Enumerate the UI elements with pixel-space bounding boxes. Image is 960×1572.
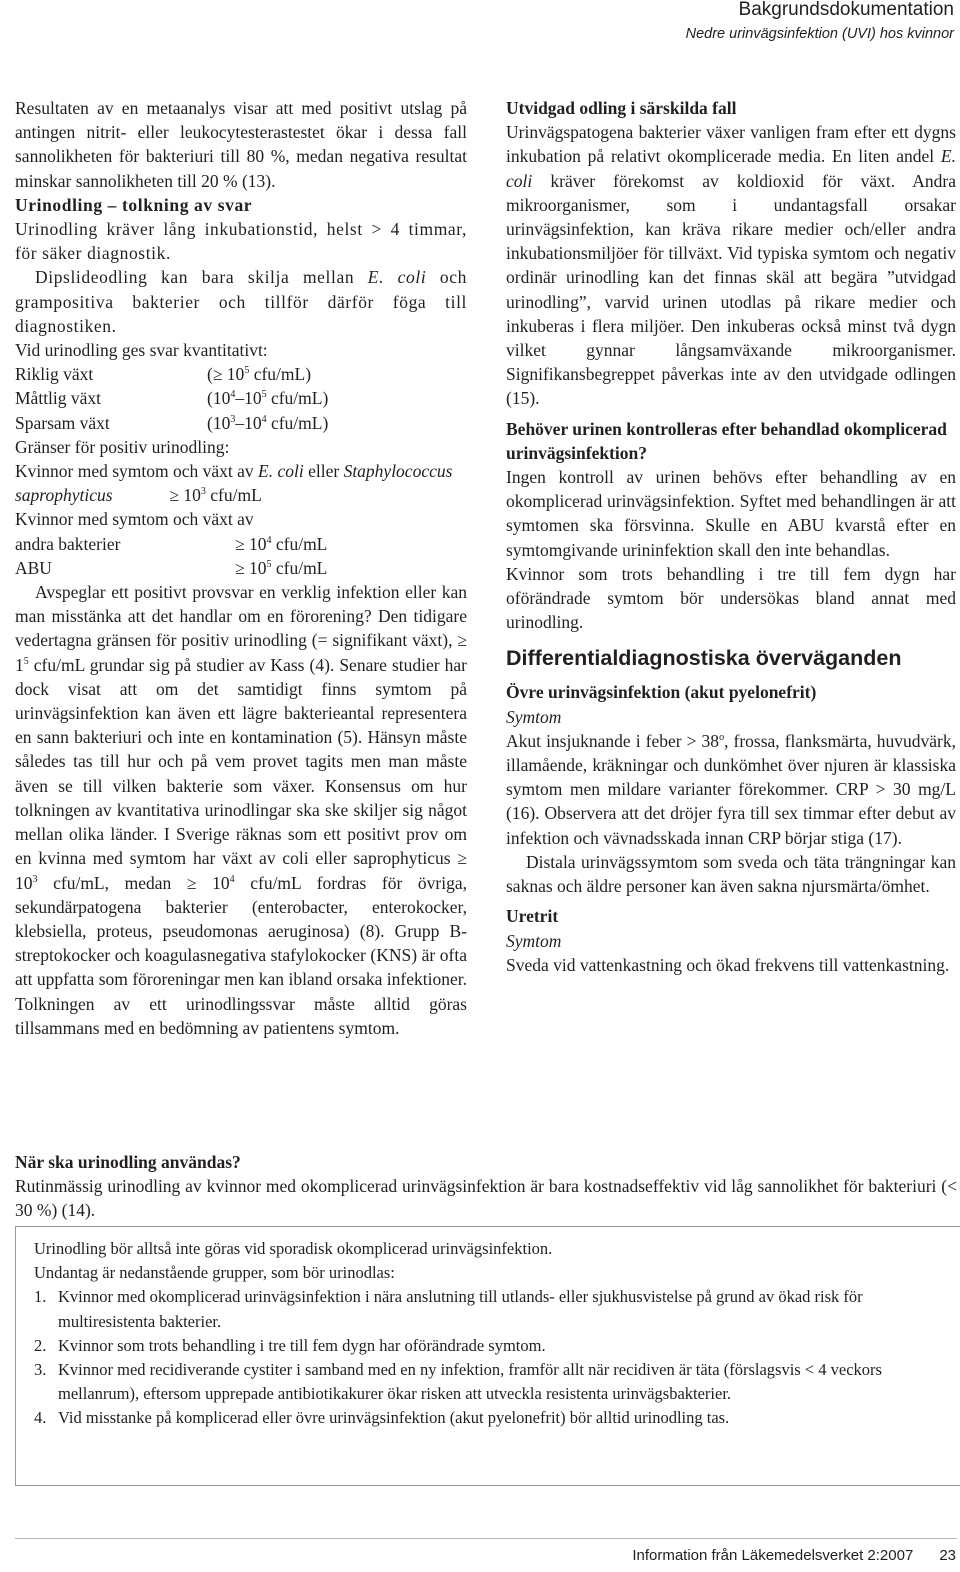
limit-1: Kvinnor med symtom och växt av E. coli eller Staphylococcus saprophyticus ≥ $10^3$ cfu/mL [15,461,453,506]
pyelonephritis-heading: Övre urinvägsinfektion (akut pyelonefrit) [506,682,817,703]
urethritis-paragraph: Sveda vid vattenkastning och ökad frekvens till vattenkastning. [506,954,950,975]
urethritis-heading: Uretrit [506,906,559,927]
list-item: 3. Kvinnor med recidiverande cystiter i samband med en ny infektion, framför allt när recidiven är täta (förslagsvis < 4 veckors mellanrum), eftersom upprepade antibiotikakurer ökar risken att utveckla resistenta urinvägsbakterier. [34,1360,882,1404]
differential-diagnosis-title: Differentialdiagnostiska överväganden [506,646,902,671]
intro-paragraph: Resultaten av en metaanalys visar att med positivt utslag på antingen nitrit- eller leukocytesterastestet ökar i dessa fall sannolikheten för bakteriuri till 80 %, medan negativa resultat minskar sannolikheten till 20 % (13). [15,98,467,191]
culture-interpretation-heading: Urinodling – tolkning av svar [15,194,253,215]
list-item: 4. Vid misstanke på komplicerad eller övre urinvägsinfektion (akut pyelonefrit) bör alltid urinodling tas. [34,1408,730,1428]
symptom-subheading-1: Symtom [506,706,562,727]
limit-row: andra bakterier ≥ $10^4$ cfu/mL [15,533,328,554]
box-line-1: Urinodling bör alltså inte göras vid sporadisk okomplicerad urinvägsinfektion. [34,1239,553,1258]
limit-row: ABU ≥ $10^5$ cfu/mL [15,557,328,578]
footer-divider [15,1538,957,1539]
extended-culture-heading: Utvidgad odling i särskilda fall [506,98,737,118]
symptom-subheading-2: Symtom [506,930,562,951]
culture-paragraph-1: Urinodling kräver lång inkubationstid, helst > 4 timmar, för säker diagnostik. [15,219,467,264]
growth-row: Riklig växt (≥ $10^5$ cfu/mL) [15,364,312,385]
page-header [686,0,954,44]
list-item: 1. Kvinnor med okomplicerad urinvägsinfektion i nära anslutning till utlands- eller sjukhusvistelse på grund av ökad risk för multiresistenta bakterier. [34,1287,863,1331]
header-subtitle: Nedre urinvägsinfektion (UVI) hos kvinnor [685,26,954,42]
growth-row: Sparsam växt ($10^3-10^4$ cfu/mL) [15,412,329,433]
limit-2-line-1: Kvinnor med symtom och växt av [15,509,254,530]
control-paragraph-2: Kvinnor som trots behandling i tre till fem dygn har oförändrade symtom bör undersökas bland annat med urinodling. [506,563,956,633]
page-footer [632,1546,956,1566]
when-culture-paragraph: Rutinmässig urinodling av kvinnor med okomplicerad urinvägsinfektion är bara kostnadseffektiv vid låg sannolikhet för bakteriuri (< 30 %) (14). [15,1176,957,1221]
box-line-2: Undantag är nedanstående grupper, som bör urinodlas: [34,1263,395,1283]
header-section: Bakgrundsdokumentation [738,0,954,20]
list-item: 2. Kvinnor som trots behandling i tre till fem dygn har oförändrade symtom. [34,1335,546,1355]
right-column [506,96,956,977]
distal-symptoms-paragraph: Distala urinvägssymtom som sveda och täta trängningar kan saknas och äldre personer kan även sakna njursmärta/ömhet. [506,851,956,897]
culture-paragraph-3: Avspeglar ett positivt provsvar en verklig infektion eller kan man misstänka att det handlar om en förorening? Den tidigare vedertagna gränsen för positiv urinodling (= signifikant växt), ≥ $1^5$ cfu/mL grundar sig på studier av Kass (4). Senare studier har dock visat att om det samtidigt finns symtom på urinvägsinfektion kan även ett lägre bakterieantal representera en sann bakteriuri och inte en kontamination (5). Hänsyn måste således tas till hur och på vem provet tagits men man måste även se till vilken bakterie som växer. Konsensus om hur tolkningen av kvantitativa urinodlingar ska ske skiljer sig något mellan olika länder. I Sverige räknas som ett positivt prov om en kvinna med symtom har växt av coli eller saprophyticus ≥ $10^3$ cfu/mL, medan ≥ $10^4$ cfu/mL fordras för övriga, sekundärpatogena bakterier (enterobacter, enterokocker, klebsiella, proteus, pseudomonas aeruginosa) (8). Grupp B-streptokocker och koagulasnegativa stafylokocker (KNS) är ofta att uppfatta som föroreningar men kan ibland orsaka infektioner. Tolkningen av ett urinodlingssvar måste alltid göras tillsammans med en bedömning av patientens symtom. [15,582,467,1038]
left-column [15,96,467,1040]
footer-source: Information från Läkemedelsverket 2:2007 [632,1547,914,1564]
quant-intro: Vid urinodling ges svar kvantitativt: [15,340,268,361]
growth-table [15,362,328,435]
control-heading: Behöver urinen kontrolleras efter behandlad okomplicerad urinvägsinfektion? [506,418,947,463]
growth-row: Måttlig växt ($10^4-10^5$ cfu/mL) [15,388,329,409]
limits-table [15,532,327,580]
page-number: 23 [939,1547,956,1564]
control-paragraph-1: Ingen kontroll av urinen behövs efter behandling av en okomplicerad urinvägsinfektion. Syftet med behandlingen är att symtomen ska försvinna. Skulle en ABU kvarstå efter en symtomgivande urininfektion skall den inte behandlas. [506,467,956,560]
when-culture-section [15,1150,957,1223]
limits-intro: Gränser för positiv urinodling: [15,436,230,457]
recommendation-box [15,1226,960,1486]
pyelonephritis-paragraph: Akut insjuknande i feber > $38^o$, frossa, flanksmärta, huvudvärk, illamående, kräkningar och dunkömhet över njuren är klassiska symtom men mildare varianter förekommer. CRP > 30 mg/L (16). Observera att det dröjer fyra till sex timmar efter debut av infektion och vävnadsskada innan CRP börjar stiga (17). [506,730,956,848]
extended-culture-paragraph: Urinvägspatogena bakterier växer vanligen fram efter ett dygns inkubation på relativt okomplicerade media. En liten andel E. coli kräver förekomst av koldioxid för växt. Andra mikroorganismer, som i undantagsfall orsakar urinvägsinfektion, kan kräva rikare medier och/eller andra inkubationsmiljöer för tillväxt. Vid typiska symtom och negativ ordinär urinodling kan det finnas skäl att begära ”utvidgad urinodling”, varvid urinen utodlas på rikare medier och inkuberas i flera miljöer. Den inkuberas också minst två dygn vilket gynnar långsamväxande mikroorganismer. Signifikansbegreppet påverkas inte av den utvidgade odlingen (15). [506,122,956,409]
exception-list [34,1285,958,1430]
culture-paragraph-2: Dipslideodling kan bara skilja mellan E. coli och grampositiva bakterier och tillför därför föga till diagnostiken. [15,267,467,336]
when-culture-heading: När ska urinodling användas? [15,1152,241,1172]
